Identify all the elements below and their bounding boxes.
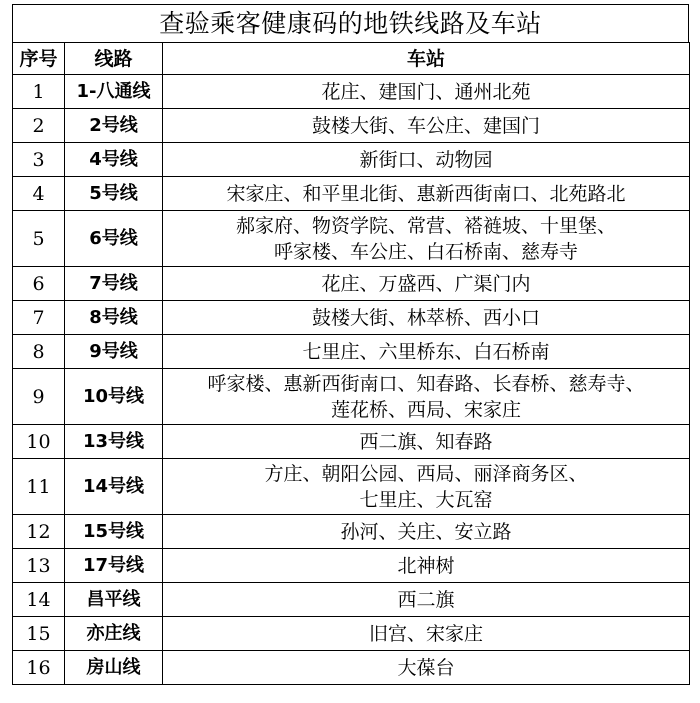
row-number: 9 — [13, 369, 65, 425]
table-row — [13, 651, 690, 685]
station-line-text: 西二旗、知春路 — [359, 430, 493, 453]
row-line: 6号线 — [65, 211, 163, 267]
header-line: 线路 — [65, 43, 163, 75]
row-stations — [163, 211, 690, 267]
row-line: 昌平线 — [65, 583, 163, 617]
station-line-text: 方庄、朝阳公园、西局、丽泽商务区、 — [264, 462, 588, 485]
row-number: 13 — [13, 549, 65, 583]
row-line: 13号线 — [65, 425, 163, 459]
row-stations — [163, 425, 690, 459]
row-number: 11 — [13, 459, 65, 515]
row-number: 16 — [13, 651, 65, 685]
row-stations — [163, 335, 690, 369]
station-line-text: 宋家庄、和平里北街、惠新西街南口、北苑路北 — [226, 182, 626, 205]
table-row — [13, 425, 690, 459]
row-number: 2 — [13, 109, 65, 143]
row-number: 6 — [13, 267, 65, 301]
row-stations — [163, 583, 690, 617]
row-stations — [163, 651, 690, 685]
station-line-text: 花庄、万盛西、广渠门内 — [321, 272, 531, 295]
row-number: 10 — [13, 425, 65, 459]
header-stations: 车站 — [163, 43, 690, 75]
table-body — [13, 75, 690, 685]
station-line-text: 新街口、动物园 — [359, 148, 493, 171]
row-number: 12 — [13, 515, 65, 549]
row-line: 14号线 — [65, 459, 163, 515]
row-line: 17号线 — [65, 549, 163, 583]
row-stations — [163, 515, 690, 549]
row-line: 5号线 — [65, 177, 163, 211]
row-number: 4 — [13, 177, 65, 211]
row-line: 9号线 — [65, 335, 163, 369]
table-row — [13, 459, 690, 515]
row-stations — [163, 459, 690, 515]
row-number: 5 — [13, 211, 65, 267]
table-row — [13, 515, 690, 549]
station-line-text: 呼家楼、车公庄、白石桥南、慈寿寺 — [273, 240, 578, 263]
row-stations — [163, 109, 690, 143]
station-line-text: 旧宫、宋家庄 — [368, 622, 483, 645]
station-line-text: 北神树 — [397, 554, 455, 577]
station-line-text: 花庄、建国门、通州北苑 — [321, 80, 531, 103]
row-number: 3 — [13, 143, 65, 177]
station-table — [12, 42, 690, 685]
table-row — [13, 109, 690, 143]
table-row — [13, 335, 690, 369]
table-row — [13, 211, 690, 267]
station-line-text: 鼓楼大街、林萃桥、西小口 — [311, 306, 540, 329]
row-stations — [163, 549, 690, 583]
table-row — [13, 301, 690, 335]
table-title: 查验乘客健康码的地铁线路及车站 — [12, 4, 689, 42]
row-line: 房山线 — [65, 651, 163, 685]
table-row — [13, 369, 690, 425]
row-line: 8号线 — [65, 301, 163, 335]
row-line: 4号线 — [65, 143, 163, 177]
table-row — [13, 143, 690, 177]
table-row — [13, 177, 690, 211]
row-line: 10号线 — [65, 369, 163, 425]
row-line: 15号线 — [65, 515, 163, 549]
station-line-text: 大葆台 — [397, 656, 455, 679]
table-row — [13, 583, 690, 617]
table-row — [13, 617, 690, 651]
row-number: 7 — [13, 301, 65, 335]
row-stations — [163, 369, 690, 425]
row-number: 14 — [13, 583, 65, 617]
row-number: 15 — [13, 617, 65, 651]
row-stations — [163, 177, 690, 211]
table-row — [13, 75, 690, 109]
table-row — [13, 267, 690, 301]
row-stations — [163, 267, 690, 301]
header-no: 序号 — [13, 43, 65, 75]
station-line-text: 七里庄、大瓦窑 — [359, 488, 493, 511]
table-row — [13, 549, 690, 583]
station-line-text: 鼓楼大街、车公庄、建国门 — [311, 114, 540, 137]
station-line-text: 孙河、关庄、安立路 — [340, 520, 512, 543]
row-number: 8 — [13, 335, 65, 369]
row-line: 2号线 — [65, 109, 163, 143]
station-line-text: 莲花桥、西局、宋家庄 — [330, 398, 521, 421]
station-table-sheet — [12, 4, 689, 685]
row-line: 亦庄线 — [65, 617, 163, 651]
row-line: 7号线 — [65, 267, 163, 301]
station-line-text: 呼家楼、惠新西街南口、知春路、长春桥、慈寿寺、 — [207, 372, 645, 395]
header-row — [13, 43, 690, 75]
row-number: 1 — [13, 75, 65, 109]
station-line-text: 七里庄、六里桥东、白石桥南 — [302, 340, 550, 363]
row-stations — [163, 617, 690, 651]
row-stations — [163, 143, 690, 177]
station-line-text: 西二旗 — [397, 588, 455, 611]
row-line: 1-八通线 — [65, 75, 163, 109]
row-stations — [163, 75, 690, 109]
station-line-text: 郝家府、物资学院、常营、褡裢坡、十里堡、 — [235, 214, 616, 237]
row-stations — [163, 301, 690, 335]
